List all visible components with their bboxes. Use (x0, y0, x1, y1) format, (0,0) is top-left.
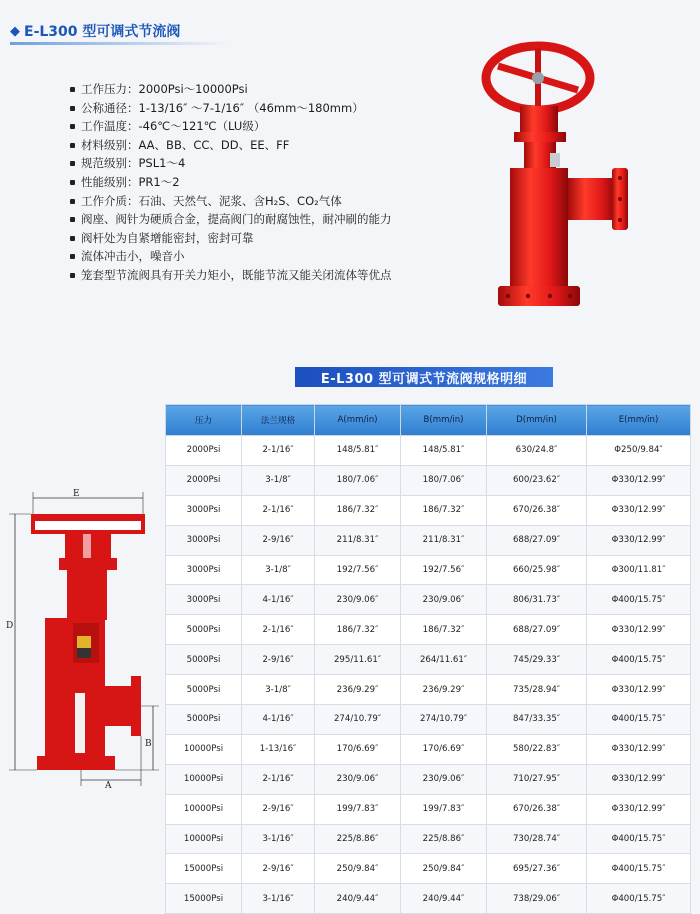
table-cell: 3-1/8″ (242, 555, 315, 585)
feature-item: 公称通径：1-13/16″ ～7-1/16″ （46mm～180mm） (70, 99, 400, 118)
table-cell: 230/9.06″ (315, 585, 401, 615)
table-cell: 236/9.29″ (315, 675, 401, 705)
table-cell: 4-1/16″ (242, 585, 315, 615)
feature-list (70, 80, 400, 285)
table-cell: 5000Psi (166, 615, 242, 645)
table-cell: 2-9/16″ (242, 525, 315, 555)
table-cell: 148/5.81″ (401, 436, 487, 466)
table-cell: 2-9/16″ (242, 794, 315, 824)
table-cell: 186/7.32″ (401, 495, 487, 525)
dim-label-a: A (105, 781, 112, 788)
table-cell: 211/8.31″ (401, 525, 487, 555)
feature-item: 笼套型节流阀具有开关力矩小，既能节流又能关闭流体等优点 (70, 266, 400, 285)
table-cell: Φ330/12.99″ (587, 615, 691, 645)
table-cell: Φ400/15.75″ (587, 884, 691, 914)
table-cell: Φ400/15.75″ (587, 824, 691, 854)
table-cell: 695/27.36″ (487, 854, 587, 884)
table-cell: 264/11.61″ (401, 645, 487, 675)
table-cell: 688/27.09″ (487, 615, 587, 645)
table-cell: 192/7.56″ (401, 555, 487, 585)
column-header: 压力 (166, 405, 242, 436)
feature-item: 工作介质：石油、天然气、泥浆、含H₂S、CO₂气体 (70, 192, 400, 211)
table-cell: 3000Psi (166, 585, 242, 615)
table-cell: 225/8.86″ (401, 824, 487, 854)
table-cell: 2-9/16″ (242, 854, 315, 884)
table-cell: 670/26.38″ (487, 794, 587, 824)
feature-item: 材料级别：AA、BB、CC、DD、EE、FF (70, 136, 400, 155)
table-cell: Φ330/12.99″ (587, 495, 691, 525)
table-cell: 10000Psi (166, 734, 242, 764)
table-cell: 3-1/8″ (242, 465, 315, 495)
dim-label-e: E (73, 489, 80, 499)
table-cell: Φ400/15.75″ (587, 585, 691, 615)
table-row (166, 734, 691, 764)
dim-label-b: B (145, 739, 152, 749)
page-title-bar (10, 20, 310, 42)
column-header: D(mm/in) (487, 405, 587, 436)
table-cell: Φ330/12.99″ (587, 675, 691, 705)
table-row (166, 585, 691, 615)
table-cell: 2000Psi (166, 436, 242, 466)
table-cell: 2000Psi (166, 465, 242, 495)
spec-table-title: E-L300 型可调式节流阀规格明细 (295, 367, 553, 387)
table-cell: 670/26.38″ (487, 495, 587, 525)
table-cell: 630/24.8″ (487, 436, 587, 466)
table-cell: 180/7.06″ (401, 465, 487, 495)
table-cell: 250/9.84″ (315, 854, 401, 884)
table-cell: 5000Psi (166, 675, 242, 705)
table-cell: 170/6.69″ (315, 734, 401, 764)
feature-item: 流体冲击小，噪音小 (70, 247, 400, 266)
table-cell: 2-1/16″ (242, 764, 315, 794)
feature-item: 规范级别：PSL1～4 (70, 154, 400, 173)
table-cell: Φ400/15.75″ (587, 645, 691, 675)
table-cell: 230/9.06″ (401, 585, 487, 615)
table-row (166, 854, 691, 884)
column-header: 法兰规格 (242, 405, 315, 436)
table-cell: 5000Psi (166, 645, 242, 675)
table-row (166, 555, 691, 585)
table-cell: 3000Psi (166, 495, 242, 525)
table-cell: 745/29.33″ (487, 645, 587, 675)
table-cell: 225/8.86″ (315, 824, 401, 854)
table-cell: 230/9.06″ (315, 764, 401, 794)
table-cell: 847/33.35″ (487, 705, 587, 735)
table-cell: 3-1/16″ (242, 824, 315, 854)
table-cell: 192/7.56″ (315, 555, 401, 585)
table-cell: Φ330/12.99″ (587, 764, 691, 794)
table-cell: 15000Psi (166, 854, 242, 884)
title-underline (10, 42, 230, 45)
table-cell: 738/29.06″ (487, 884, 587, 914)
table-cell: 2-1/16″ (242, 615, 315, 645)
table-cell: 186/7.32″ (401, 615, 487, 645)
table-cell: 274/10.79″ (315, 705, 401, 735)
table-cell: 186/7.32″ (315, 495, 401, 525)
column-header: B(mm/in) (401, 405, 487, 436)
table-row (166, 824, 691, 854)
table-cell: 3-1/16″ (242, 884, 315, 914)
table-cell: 580/22.83″ (487, 734, 587, 764)
table-cell: 295/11.61″ (315, 645, 401, 675)
table-cell: 236/9.29″ (401, 675, 487, 705)
table-cell: Φ330/12.99″ (587, 734, 691, 764)
table-cell: Φ400/15.75″ (587, 854, 691, 884)
table-cell: 5000Psi (166, 705, 242, 735)
table-cell: 15000Psi (166, 884, 242, 914)
table-cell: 806/31.73″ (487, 585, 587, 615)
feature-item: 阀座、阀针为硬质合金，提高阀门的耐腐蚀性，耐冲刷的能力 (70, 210, 400, 229)
table-cell: Φ250/9.84″ (587, 436, 691, 466)
table-row (166, 675, 691, 705)
valve-dimension-drawing (5, 488, 163, 788)
table-cell: 240/9.44″ (401, 884, 487, 914)
table-cell: 3000Psi (166, 555, 242, 585)
table-cell: Φ330/12.99″ (587, 525, 691, 555)
table-row (166, 436, 691, 466)
table-cell: 230/9.06″ (401, 764, 487, 794)
table-row (166, 465, 691, 495)
table-cell: 274/10.79″ (401, 705, 487, 735)
table-cell: 735/28.94″ (487, 675, 587, 705)
table-cell: 4-1/16″ (242, 705, 315, 735)
table-row (166, 645, 691, 675)
table-row (166, 764, 691, 794)
table-cell: Φ330/12.99″ (587, 794, 691, 824)
table-cell: Φ330/12.99″ (587, 465, 691, 495)
valve-product-photo (480, 28, 660, 328)
column-header: E(mm/in) (587, 405, 691, 436)
page-title: E-L300 型可调式节流阀 (24, 24, 181, 40)
table-cell: 250/9.84″ (401, 854, 487, 884)
table-cell: 710/27.95″ (487, 764, 587, 794)
table-cell: 2-9/16″ (242, 645, 315, 675)
feature-item: 性能级别：PR1～2 (70, 173, 400, 192)
table-cell: 186/7.32″ (315, 615, 401, 645)
diamond-bullet-icon: ◆ (10, 23, 20, 39)
table-cell: 1-13/16″ (242, 734, 315, 764)
table-cell: Φ300/11.81″ (587, 555, 691, 585)
table-cell: 10000Psi (166, 794, 242, 824)
table-cell: 148/5.81″ (315, 436, 401, 466)
column-header: A(mm/in) (315, 405, 401, 436)
table-cell: 211/8.31″ (315, 525, 401, 555)
table-row (166, 794, 691, 824)
table-cell: 180/7.06″ (315, 465, 401, 495)
dim-label-d: D (6, 621, 14, 631)
table-cell: 170/6.69″ (401, 734, 487, 764)
table-row (166, 525, 691, 555)
table-cell: 3-1/8″ (242, 675, 315, 705)
table-cell: 199/7.83″ (401, 794, 487, 824)
feature-item: 工作温度：-46℃～121℃（LU级） (70, 117, 400, 136)
table-row (166, 705, 691, 735)
table-cell: 688/27.09″ (487, 525, 587, 555)
table-cell: 600/23.62″ (487, 465, 587, 495)
feature-item: 阀杆处为自紧增能密封，密封可靠 (70, 229, 400, 248)
table-row (166, 884, 691, 914)
table-cell: 730/28.74″ (487, 824, 587, 854)
table-header-row (166, 405, 691, 436)
table-cell: 10000Psi (166, 824, 242, 854)
table-cell: Φ400/15.75″ (587, 705, 691, 735)
feature-item: 工作压力：2000Psi～10000Psi (70, 80, 400, 99)
table-cell: 2-1/16″ (242, 495, 315, 525)
table-cell: 2-1/16″ (242, 436, 315, 466)
table-cell: 240/9.44″ (315, 884, 401, 914)
table-row (166, 495, 691, 525)
table-cell: 199/7.83″ (315, 794, 401, 824)
table-row (166, 615, 691, 645)
table-cell: 660/25.98″ (487, 555, 587, 585)
spec-table-body (166, 436, 691, 914)
spec-table (165, 404, 691, 914)
table-cell: 3000Psi (166, 525, 242, 555)
table-cell: 10000Psi (166, 764, 242, 794)
